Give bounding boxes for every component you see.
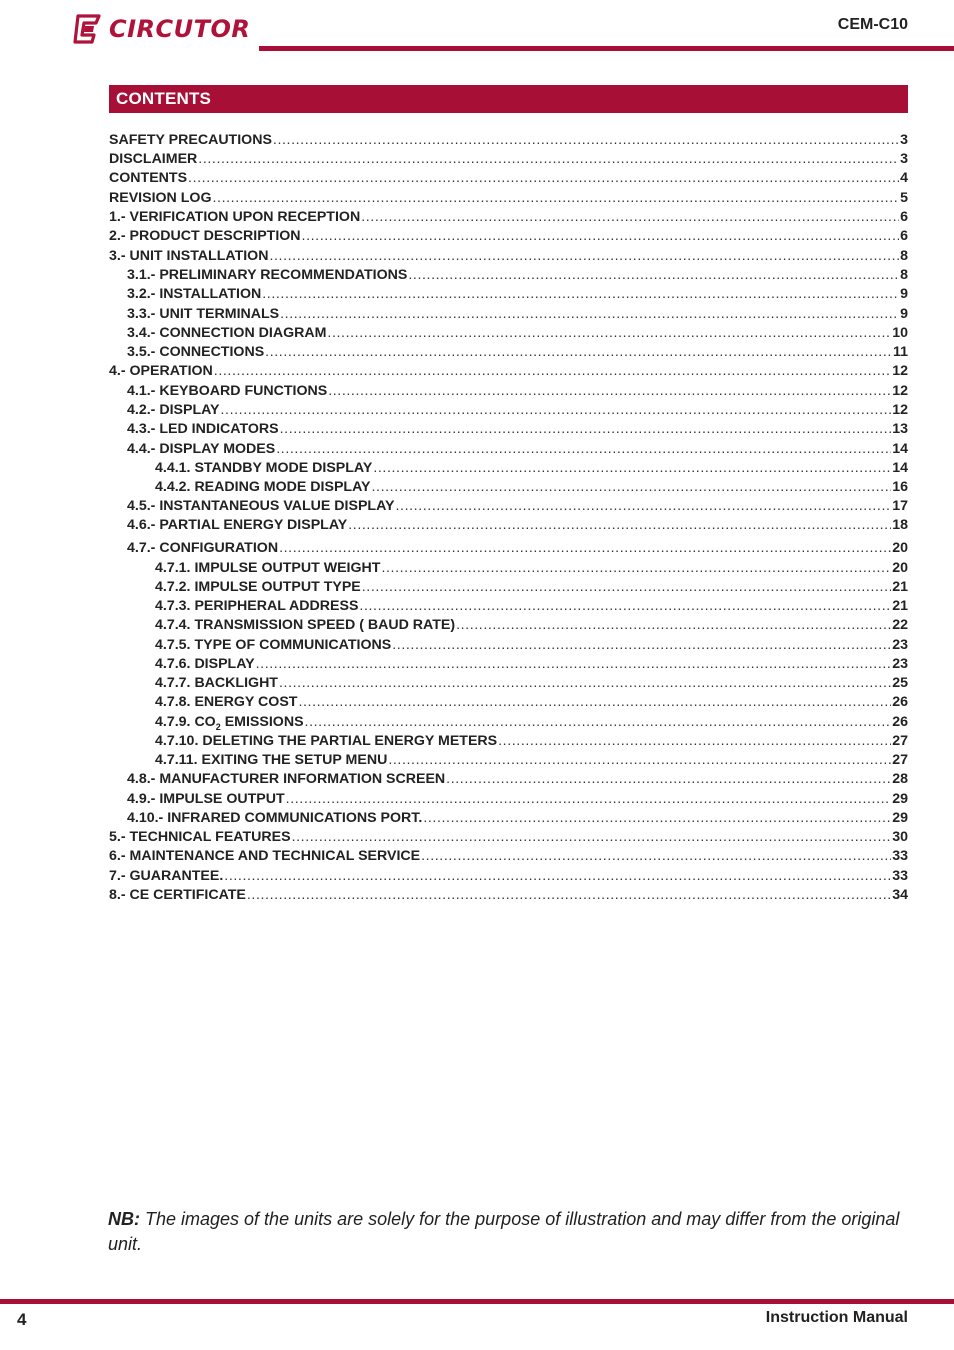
toc-entry-title: 4.7.10. DELETING THE PARTIAL ENERGY METERS — [155, 733, 498, 749]
toc-entry-page: 6 — [900, 209, 908, 225]
toc-entry-page: 25 — [892, 675, 908, 691]
toc-entry-title: 4.2.- DISPLAY — [127, 402, 220, 418]
toc-entry-page: 30 — [892, 829, 908, 845]
toc-entry[interactable] — [109, 539, 908, 558]
toc-entry-page: 26 — [892, 694, 908, 710]
toc-leader-dots — [280, 305, 899, 324]
toc-entry-page: 18 — [892, 517, 908, 533]
toc-entry-page: 23 — [892, 637, 908, 653]
toc-leader-dots — [361, 208, 899, 227]
brand-logo — [71, 12, 251, 46]
toc-leader-dots — [328, 382, 891, 401]
toc-entry-page: 12 — [892, 402, 908, 418]
toc-entry[interactable] — [109, 578, 908, 597]
toc-entry-title: 4.1.- KEYBOARD FUNCTIONS — [127, 383, 328, 399]
toc-entry-title: REVISION LOG — [109, 190, 212, 206]
toc-entry-title: 4.9.- IMPULSE OUTPUT — [127, 791, 285, 807]
toc-entry[interactable] — [109, 636, 908, 655]
toc-entry-title: DISCLAIMER — [109, 151, 198, 167]
toc-entry-page: 23 — [892, 656, 908, 672]
toc-entry-page: 16 — [892, 479, 908, 495]
toc-leader-dots — [280, 420, 892, 439]
toc-entry-title: 4.7.3. PERIPHERAL ADDRESS — [155, 598, 359, 614]
toc-leader-dots — [305, 713, 892, 732]
toc-entry[interactable] — [109, 169, 908, 188]
toc-leader-dots — [212, 189, 899, 208]
toc-entry[interactable] — [109, 713, 908, 732]
toc-leader-dots — [327, 324, 891, 343]
toc-leader-dots — [359, 597, 891, 616]
toc-leader-dots — [214, 362, 891, 381]
toc-entry-page: 27 — [892, 733, 908, 749]
toc-leader-dots — [256, 655, 892, 674]
toc-entry-page: 11 — [893, 344, 908, 360]
toc-leader-dots — [269, 247, 899, 266]
toc-entry-title: 4.7.9. $CO_2$ EMISSIONS — [155, 714, 304, 732]
toc-entry-page: 29 — [892, 810, 908, 826]
toc-leader-dots — [421, 847, 891, 866]
toc-leader-dots — [276, 440, 891, 459]
toc-entry[interactable] — [109, 266, 908, 285]
toc-entry[interactable] — [109, 208, 908, 227]
toc-entry-page: 33 — [892, 868, 908, 884]
toc-leader-dots — [302, 227, 900, 246]
toc-leader-dots — [292, 828, 892, 847]
toc-entry-title: 1.- VERIFICATION UPON RECEPTION — [109, 209, 361, 225]
toc-entry[interactable] — [109, 559, 908, 578]
toc-entry-page: 14 — [892, 441, 908, 457]
header-divider — [259, 46, 954, 51]
toc-leader-dots — [286, 790, 892, 809]
toc-entry[interactable] — [109, 597, 908, 616]
toc-entry[interactable] — [109, 693, 908, 712]
toc-entry-title: 4.7.8. ENERGY COST — [155, 694, 298, 710]
toc-entry-page: 26 — [892, 714, 908, 730]
toc-entry-title: 5.- TECHNICAL FEATURES — [109, 829, 291, 845]
toc-entry[interactable] — [109, 440, 908, 459]
toc-entry-title: 4.7.7. BACKLIGHT — [155, 675, 278, 691]
toc-entry-page: 12 — [892, 363, 908, 379]
toc-entry[interactable] — [109, 790, 908, 809]
toc-leader-dots — [446, 770, 891, 789]
toc-entry[interactable] — [109, 478, 908, 497]
toc-entry-title: CONTENTS — [109, 170, 188, 186]
toc-entry[interactable] — [109, 324, 908, 343]
toc-entry-title: 3.2.- INSTALLATION — [127, 286, 262, 302]
toc-entry-page: 21 — [892, 598, 908, 614]
toc-leader-dots — [498, 732, 891, 751]
toc-entry[interactable] — [109, 809, 908, 828]
toc-entry[interactable] — [109, 886, 908, 905]
toc-entry-page: 6 — [900, 228, 908, 244]
toc-entry-page: 33 — [892, 848, 908, 864]
toc-entry-page: 12 — [892, 383, 908, 399]
toc-leader-dots — [362, 578, 891, 597]
toc-entry-title: 4.- OPERATION — [109, 363, 213, 379]
toc-entry[interactable] — [109, 305, 908, 324]
toc-entry-page: 5 — [900, 190, 908, 206]
document-model: CEM-C10 — [837, 16, 908, 33]
toc-entry-title: 3.1.- PRELIMINARY RECOMMENDATIONS — [127, 267, 408, 283]
toc-entry-title: 3.3.- UNIT TERMINALS — [127, 306, 280, 322]
toc-entry-title: 6.- MAINTENANCE AND TECHNICAL SERVICE — [109, 848, 421, 864]
toc-leader-dots — [198, 150, 899, 169]
toc-entry[interactable] — [109, 751, 908, 770]
toc-entry-page: 9 — [900, 286, 908, 302]
toc-entry[interactable] — [109, 655, 908, 674]
toc-entry-page: 28 — [892, 771, 908, 787]
toc-entry-title: 4.6.- PARTIAL ENERGY DISPLAY — [127, 517, 348, 533]
toc-entry[interactable] — [109, 867, 908, 886]
toc-leader-dots — [279, 539, 891, 558]
toc-entry-page: 29 — [892, 791, 908, 807]
toc-entry[interactable] — [109, 247, 908, 266]
toc-entry-page: 13 — [892, 421, 908, 437]
toc-entry-title: 4.4.2. READING MODE DISPLAY — [155, 479, 371, 495]
toc-entry[interactable] — [109, 828, 908, 847]
toc-leader-dots — [221, 401, 892, 420]
toc-leader-dots — [298, 693, 891, 712]
toc-leader-dots — [372, 478, 892, 497]
toc-entry-page: 3 — [900, 132, 908, 148]
toc-entry-page: 8 — [900, 248, 908, 264]
toc-entry-title: 4.5.- INSTANTANEOUS VALUE DISPLAY — [127, 498, 395, 514]
toc-entry[interactable] — [109, 285, 908, 304]
toc-entry-title: 3.5.- CONNECTIONS — [127, 344, 265, 360]
toc-leader-dots — [408, 266, 899, 285]
toc-entry[interactable] — [109, 343, 908, 362]
toc-entry[interactable] — [109, 382, 908, 401]
brand-name: CIRCUTOR — [109, 15, 251, 43]
toc-leader-dots — [392, 636, 891, 655]
toc-entry-title: 4.4.1. STANDBY MODE DISPLAY — [155, 460, 373, 476]
toc-entry-page: 20 — [892, 540, 908, 556]
document-title: Instruction Manual — [765, 1309, 908, 1326]
toc-leader-dots — [247, 886, 891, 905]
toc-entry-page: 22 — [892, 617, 908, 633]
toc-entry-title: 4.7.6. DISPLAY — [155, 656, 255, 672]
toc-leader-dots — [423, 809, 891, 828]
toc-entry[interactable] — [109, 150, 908, 169]
toc-entry-title: 2.- PRODUCT DESCRIPTION — [109, 228, 301, 244]
note-text: The images of the units are solely for the purpose of illustration and may differ from the original unit. — [108, 1209, 900, 1254]
toc-entry-title: 4.10.- INFRARED COMMUNICATIONS PORT. — [127, 810, 423, 826]
toc-entry-title: 3.- UNIT INSTALLATION — [109, 248, 269, 264]
footer-divider — [0, 1299, 954, 1304]
toc-entry-page: 34 — [892, 887, 908, 903]
toc-leader-dots — [224, 867, 891, 886]
toc-entry-title: 4.7.11. EXITING THE SETUP MENU — [155, 752, 388, 768]
toc-entry-title: 8.- CE CERTIFICATE — [109, 887, 246, 903]
toc-entry-title: SAFETY PRECAUTIONS — [109, 132, 272, 148]
circutor-logo-icon — [71, 13, 103, 45]
toc-entry[interactable] — [109, 674, 908, 693]
toc-entry-title: 7.- GUARANTEE. — [109, 868, 224, 884]
toc-entry-page: 3 — [900, 151, 908, 167]
toc-entry-title: 4.7.5. TYPE OF COMMUNICATIONS — [155, 637, 392, 653]
illustration-note — [108, 1207, 908, 1257]
toc-entry[interactable] — [109, 459, 908, 478]
page-title: CONTENTS — [109, 85, 908, 113]
toc-entry[interactable] — [109, 362, 908, 381]
toc-entry-title: 3.4.- CONNECTION DIAGRAM — [127, 325, 327, 341]
toc-entry-page: 20 — [892, 560, 908, 576]
toc-entry-title: 4.4.- DISPLAY MODES — [127, 441, 276, 457]
toc-entry-page: 14 — [892, 460, 908, 476]
toc-entry-page: 4 — [900, 170, 908, 186]
toc-entry-page: 8 — [900, 267, 908, 283]
toc-entry-page: 17 — [892, 498, 908, 514]
toc-entry-title: 4.3.- LED INDICATORS — [127, 421, 279, 437]
toc-entry-title: 4.7.2. IMPULSE OUTPUT TYPE — [155, 579, 361, 595]
toc-entry[interactable] — [109, 227, 908, 246]
toc-entry[interactable] — [109, 770, 908, 789]
toc-leader-dots — [265, 343, 892, 362]
toc-leader-dots — [396, 497, 892, 516]
toc-leader-dots — [279, 674, 891, 693]
toc-leader-dots — [348, 516, 891, 535]
toc-leader-dots — [381, 559, 891, 578]
toc-entry[interactable] — [109, 616, 908, 635]
toc-entry-title: 4.7.4. TRANSMISSION SPEED ( BAUD RATE) — [155, 617, 456, 633]
toc-leader-dots — [456, 616, 891, 635]
toc-entry-page: 9 — [900, 306, 908, 322]
toc-leader-dots — [373, 459, 891, 478]
toc-entry[interactable] — [109, 401, 908, 420]
toc-leader-dots — [273, 131, 899, 150]
toc-entry[interactable] — [109, 189, 908, 208]
toc-entry[interactable] — [109, 131, 908, 150]
toc-entry[interactable] — [109, 847, 908, 866]
toc-entry[interactable] — [109, 732, 908, 751]
toc-entry-page: 27 — [892, 752, 908, 768]
note-label: NB: — [108, 1209, 140, 1229]
page-number: 4 — [17, 1310, 27, 1329]
toc-leader-dots — [388, 751, 891, 770]
toc-leader-dots — [262, 285, 899, 304]
toc-entry-page: 10 — [892, 325, 908, 341]
toc-entry-title: 4.7.1. IMPULSE OUTPUT WEIGHT — [155, 560, 381, 576]
toc-entry[interactable] — [109, 420, 908, 439]
toc-entry-title: 4.8.- MANUFACTURER INFORMATION SCREEN — [127, 771, 446, 787]
toc-entry[interactable] — [109, 516, 908, 535]
toc-entry[interactable] — [109, 497, 908, 516]
toc-entry-title: 4.7.- CONFIGURATION — [127, 540, 279, 556]
toc-leader-dots — [188, 169, 899, 188]
toc-entry-page: 21 — [892, 579, 908, 595]
